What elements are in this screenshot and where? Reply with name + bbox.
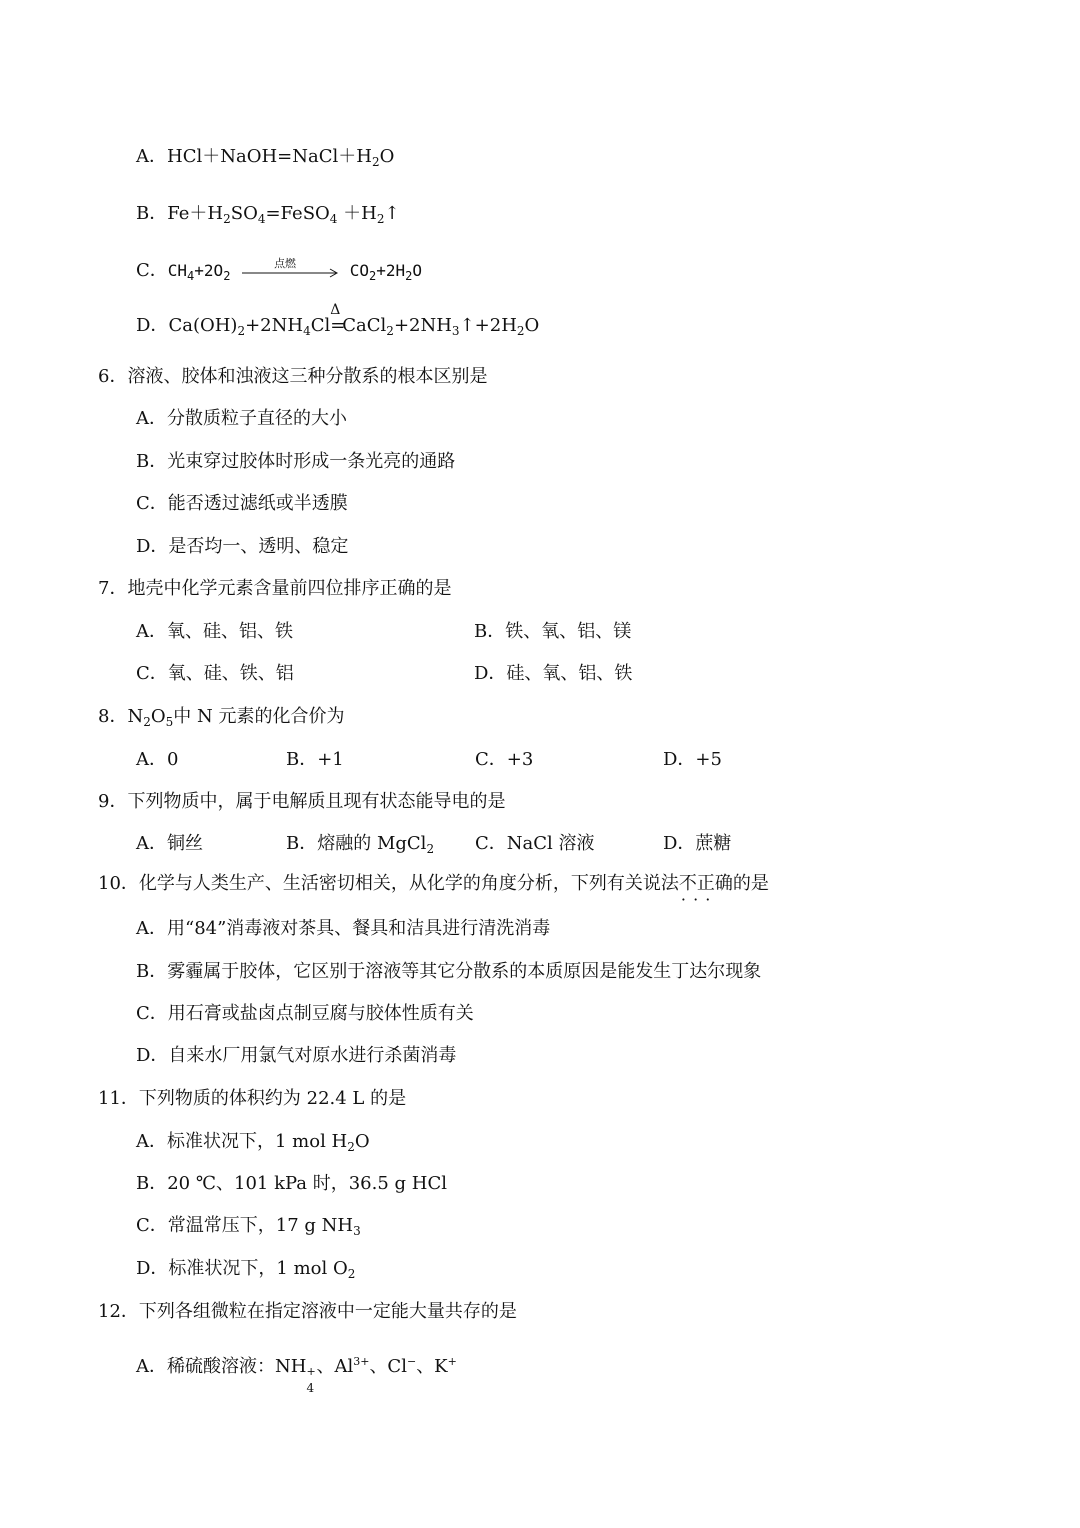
q7-stem: 7．地壳中化学元素含量前四位排序正确的是	[98, 578, 452, 599]
q6-stem: 6．溶液、胶体和浊液这三种分散系的根本区别是	[98, 366, 488, 387]
reaction-arrow: 点燃	[240, 260, 340, 284]
heat-condition: Δ =	[330, 302, 346, 336]
q10-option-b: B．雾霾属于胶体，它区别于溶液等其它分散系的本质原因是能发生丁达尔现象	[136, 961, 762, 982]
q7-option-d: D．硅、氧、铝、铁	[474, 663, 633, 684]
q8-option-d: D．+5	[663, 749, 722, 770]
q8-option-a: A．0	[136, 749, 179, 770]
q8-option-c: C．+3	[475, 749, 534, 770]
emphasis-marked-text: 不正确 · · ·	[679, 872, 733, 896]
q9-option-a: A．铜丝	[136, 833, 203, 854]
q5-option-d: D．$Ca(OH)_2+2NH_4Cl$ Δ $=CaCl_2+2NH_3↑+2H_2O$	[136, 302, 540, 338]
q9-option-b: B．熔融的 MgCl$_2$	[286, 833, 435, 856]
q7-option-c: C．氧、硅、铁、铝	[136, 663, 294, 684]
q10-option-a: A．用“84”消毒液对茶具、餐具和洁具进行清洗消毒	[136, 918, 551, 939]
q10-option-d: D．自来水厂用氯气对原水进行杀菌消毒	[136, 1045, 457, 1066]
q6-option-c: C．能否透过滤纸或半透膜	[136, 493, 348, 514]
q8-stem: 8．$N_2O_5$中 N 元素的化合价为	[98, 706, 345, 729]
q10-option-c: C．用石膏或盐卤点制豆腐与胶体性质有关	[136, 1003, 474, 1024]
q5-option-c: C．$CH_4+2O_2$ 点燃 $CO_2+2H_2O$	[136, 256, 422, 283]
q11-option-a: A．标准状况下，1 mol $H_2O$	[136, 1131, 370, 1154]
q11-option-c: C．常温常压下，17 g $NH_3$	[136, 1215, 361, 1238]
q6-option-b: B．光束穿过胶体时形成一条光亮的通路	[136, 451, 456, 472]
q9-option-d: D．蔗糖	[663, 833, 732, 854]
q9-option-c: C．NaCl 溶液	[475, 833, 595, 854]
q5-option-a: A．$HCl+NaOH=NaCl+H_2O$	[136, 146, 395, 169]
q7-option-a: A．氧、硅、铝、铁	[136, 621, 293, 642]
q6-option-a: A．分散质粒子直径的大小	[136, 408, 347, 429]
q11-option-b: B．20 ℃、101 kPa 时，36.5 g HCl	[136, 1173, 448, 1194]
q5-option-b: B．$Fe+H_2SO_4=FeSO_4$ $+H_2↑$	[136, 203, 400, 226]
q6-option-d: D．是否均一、透明、稳定	[136, 536, 349, 557]
q9-stem: 9．下列物质中，属于电解质且现有状态能导电的是	[98, 791, 506, 812]
q8-option-b: B．+1	[286, 749, 344, 770]
q12-stem: 12．下列各组微粒在指定溶液中一定能大量共存的是	[98, 1301, 517, 1322]
q11-stem: 11．下列物质的体积约为 22.4 L 的是	[98, 1088, 407, 1109]
q10-stem: 10．化学与人类生产、生活密切相关，从化学的角度分析，下列有关说法不正确 · · ·的是	[98, 872, 769, 896]
q12-option-a: A．稀硫酸溶液：NH + 4 、$Al^{3+}$、Cl−、K+	[136, 1355, 457, 1395]
q7-option-b: B．铁、氧、铝、镁	[474, 621, 632, 642]
q11-option-d: D．标准状况下，1 mol $O_2$	[136, 1258, 356, 1281]
